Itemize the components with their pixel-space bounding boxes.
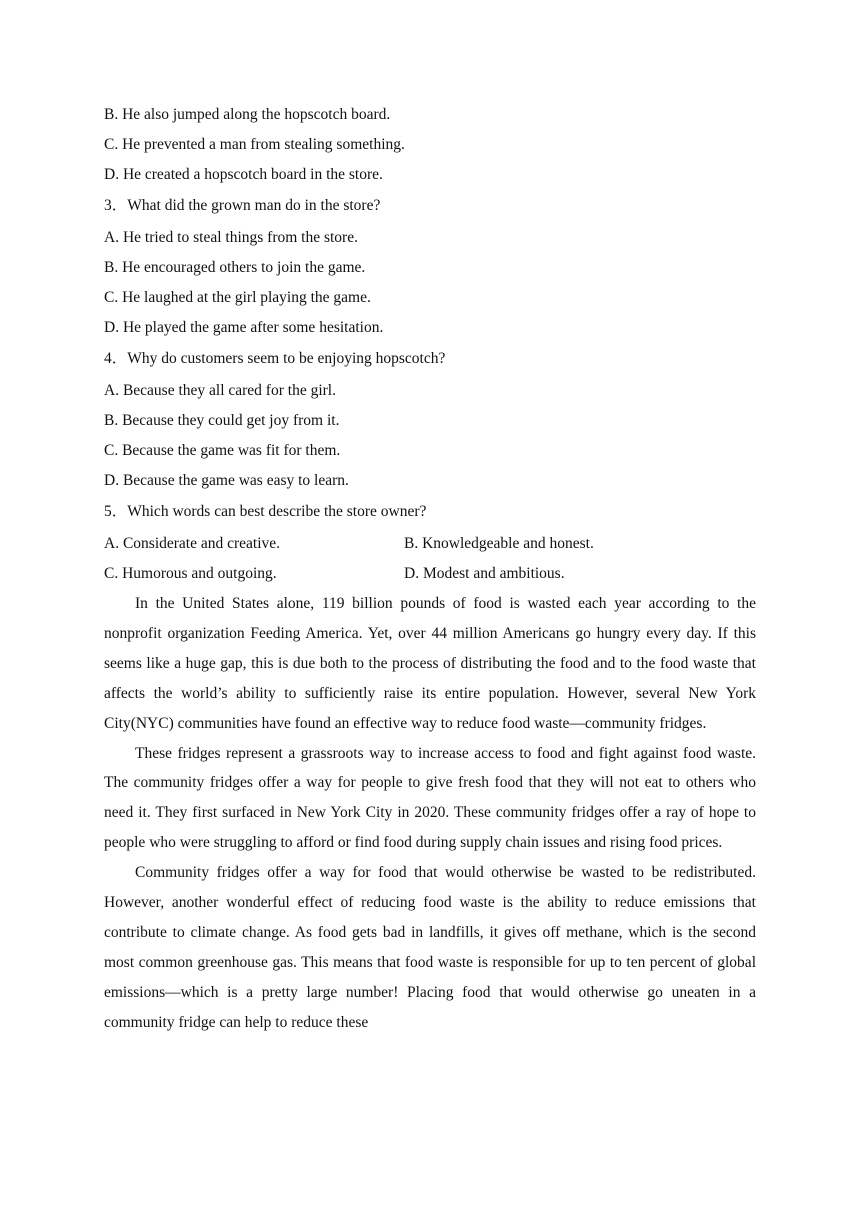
question-5 bbox=[104, 496, 756, 589]
q5-option-a: A. Considerate and creative. bbox=[104, 535, 281, 552]
q3-question: 3．What did the grown man do in the store? bbox=[104, 197, 381, 214]
q2-option-d: D. He created a hopscotch board in the store. bbox=[104, 166, 383, 183]
q5-option-d: D. Modest and ambitious. bbox=[404, 565, 565, 582]
q3-option-d: D. He played the game after some hesitation. bbox=[104, 319, 384, 336]
q5-options-row-1 bbox=[104, 529, 756, 559]
q3-option-b: B. He encouraged others to join the game. bbox=[104, 259, 366, 276]
q4-option-d: D. Because the game was easy to learn. bbox=[104, 472, 349, 489]
q4-question: 4．Why do customers seem to be enjoying hopscotch? bbox=[104, 350, 446, 367]
question-2-options bbox=[104, 100, 756, 190]
q4-option-a: A. Because they all cared for the girl. bbox=[104, 382, 336, 399]
passage-paragraph-3: Community fridges offer a way for food that would otherwise be wasted to be redistributed. However, another wonderful effect of reducing food waste is the ability to reduce emissions that contribute to climate change. As food gets bad in landfills, it gives off methane, which is the second most common greenhouse gas. This means that food waste is responsible for up to ten percent of global emissions—which is a pretty large number! Placing food that would otherwise go uneaten in a community fridge can help to reduce these bbox=[104, 864, 756, 1031]
q5-options-row-2 bbox=[104, 559, 756, 589]
question-4 bbox=[104, 343, 756, 496]
q2-option-b: B. He also jumped along the hopscotch board. bbox=[104, 106, 391, 123]
q5-question: 5．Which words can best describe the store owner? bbox=[104, 503, 427, 520]
passage-paragraph-1: In the United States alone, 119 billion pounds of food is wasted each year according to the nonprofit organization Feeding America. Yet, over 44 million Americans go hungry every day. If this seems like a huge gap, this is due both to the process of distributing the food and to the food waste that affects the world’s ability to sufficiently raise its entire population. However, several New York City(NYC) communities have found an effective way to reduce food waste—community fridges. bbox=[104, 595, 756, 732]
q5-option-b: B. Knowledgeable and honest. bbox=[404, 535, 594, 552]
q2-option-c: C. He prevented a man from stealing something. bbox=[104, 136, 405, 153]
reading-passage bbox=[104, 589, 756, 1038]
q4-option-c: C. Because the game was fit for them. bbox=[104, 442, 341, 459]
document-page bbox=[104, 100, 756, 1038]
question-3 bbox=[104, 190, 756, 343]
q5-option-c: C. Humorous and outgoing. bbox=[104, 565, 277, 582]
q3-option-a: A. He tried to steal things from the store. bbox=[104, 229, 358, 246]
q4-option-b: B. Because they could get joy from it. bbox=[104, 412, 340, 429]
q3-option-c: C. He laughed at the girl playing the game. bbox=[104, 289, 371, 306]
passage-paragraph-2: These fridges represent a grassroots way to increase access to food and fight against food waste. The community fridges offer a way for people to give fresh food that they will not eat to others who need it. They first surfaced in New York City in 2020. These community fridges offer a ray of hope to people who were struggling to afford or find food during supply chain issues and rising food prices. bbox=[104, 744, 756, 852]
